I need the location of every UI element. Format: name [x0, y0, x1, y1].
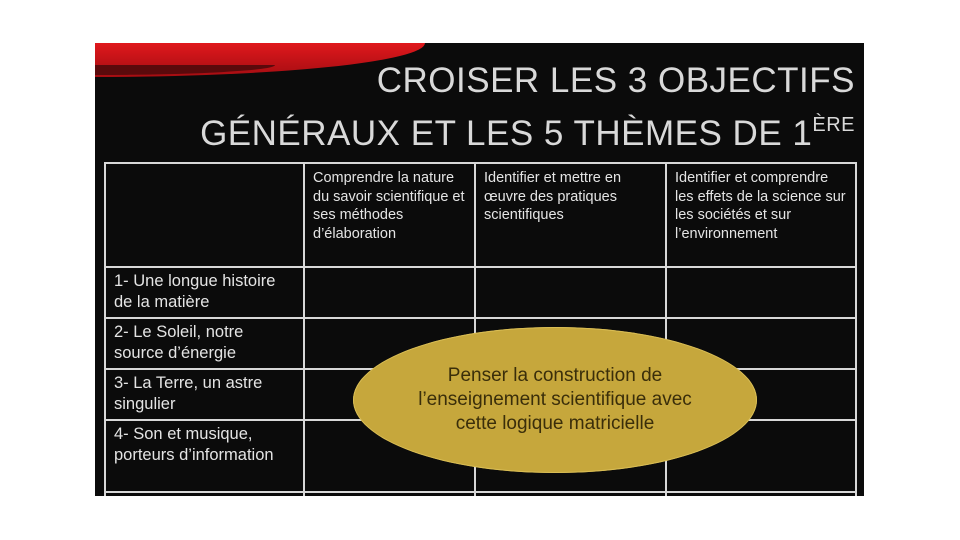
theme-cell-1: 1- Une longue histoire de la matière	[105, 267, 304, 318]
matrix-cell	[304, 492, 475, 496]
header-cell-objective-2: Identifier et mettre en œuvre des pratiques scientifiques	[475, 163, 666, 267]
title-line-2	[190, 103, 855, 156]
table-row	[105, 267, 856, 318]
slide-title	[190, 59, 855, 156]
matrix-cell	[475, 267, 666, 318]
matrix-cell	[666, 267, 856, 318]
slide	[95, 43, 864, 496]
matrix-cell	[666, 492, 856, 496]
matrix-cell	[304, 267, 475, 318]
title-line-2-text: GÉNÉRAUX ET LES 5 THÈMES DE 1	[200, 114, 813, 153]
matrix-cell	[475, 492, 666, 496]
header-row	[105, 163, 856, 267]
header-cell-empty	[105, 163, 304, 267]
theme-cell-4: 4- Son et musique, porteurs d’information	[105, 420, 304, 492]
header-cell-objective-1: Comprendre la nature du savoir scientifique et ses méthodes d’élaboration	[304, 163, 475, 267]
theme-cell-5	[105, 492, 304, 496]
title-line-1: CROISER LES 3 OBJECTIFS	[376, 61, 855, 100]
header-cell-objective-3: Identifier et comprendre les effets de la science sur les sociétés et sur l’environnement	[666, 163, 856, 267]
theme-cell-2: 2- Le Soleil, notre source d’énergie	[105, 318, 304, 369]
theme-cell-3: 3- La Terre, un astre singulier	[105, 369, 304, 420]
table-row	[105, 492, 856, 496]
callout-ellipse	[353, 327, 757, 473]
callout-text: Penser la construction de l’enseignement scientifique avec cette logique matricielle	[418, 365, 692, 434]
title-superscript: ÈRE	[812, 114, 855, 136]
